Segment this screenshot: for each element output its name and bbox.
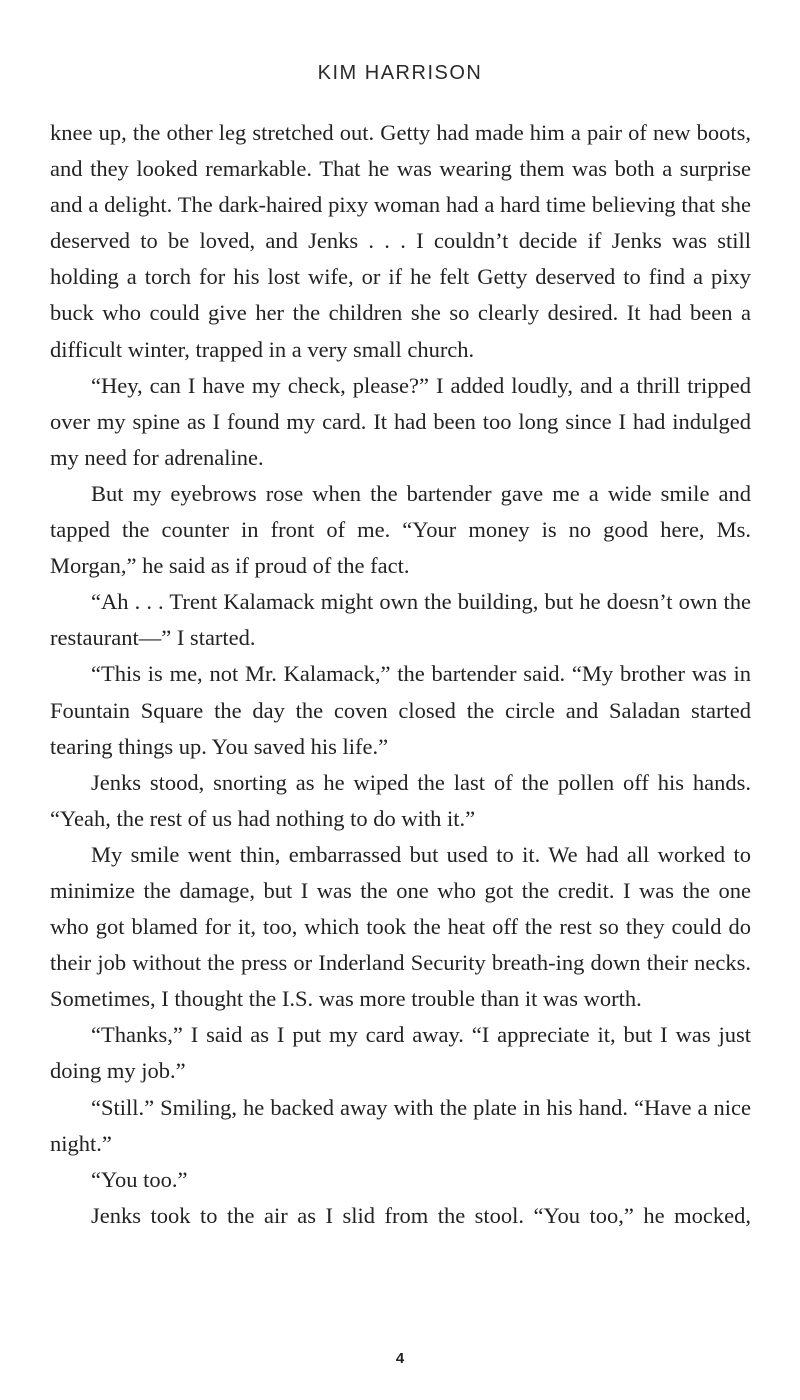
paragraph: My smile went thin, embarrassed but used to it. We had all worked to minimize the damage, but I was the one who got the credit. I was the one who got blamed for it, too, which took the heat off the rest so they could do their job without the press or Inderland Security breath-ing down their necks. Sometimes, I thought the I.S. was more trouble than it was worth. [50, 841, 751, 1012]
paragraph: “This is me, not Mr. Kalamack,” the bartender said. “My brother was in Fountain Square the day the coven closed the circle and Saladan started tearing things up. You saved his life.” [50, 661, 751, 759]
paragraph: “You too.” [91, 1166, 188, 1192]
running-head-author: KIM HARRISON [317, 62, 483, 84]
paragraph: Jenks stood, snorting as he wiped the last of the pollen off his hands. “Yeah, the rest of us had nothing to do with it.” [50, 769, 751, 831]
page-number: 4 [395, 1350, 405, 1367]
paragraph: knee up, the other leg stretched out. Getty had made him a pair of new boots, and they looked remarkable. That he was wearing them was both a surprise and a delight. The dark-haired pixy woman had a hard time believing that she deserved to be loved, and Jenks . . . I couldn’t decide if Jenks was still holding a torch for his lost wife, or if he felt Getty deserved to find a pixy buck who could give her the children she so clearly desired. It had been a difficult winter, trapped in a very small church. [50, 120, 751, 362]
paragraph: Jenks took to the air as I slid from the stool. “You too,” he mocked, [91, 1202, 751, 1228]
paragraph: “Thanks,” I said as I put my card away. “I appreciate it, but I was just doing my job.” [50, 1022, 751, 1084]
paragraph: “Still.” Smiling, he backed away with the plate in his hand. “Have a nice night.” [50, 1094, 751, 1156]
paragraph: “Hey, can I have my check, please?” I added loudly, and a thrill tripped over my spine as I found my card. It had been too long since I had indulged my need for adrenaline. [50, 372, 751, 470]
body-text [50, 115, 751, 1234]
paragraph: “Ah . . . Trent Kalamack might own the building, but he doesn’t own the restaurant—” I started. [50, 589, 751, 651]
paragraph: But my eyebrows rose when the bartender gave me a wide smile and tapped the counter in front of me. “Your money is no good here, Ms. Morgan,” he said as if proud of the fact. [50, 480, 751, 579]
